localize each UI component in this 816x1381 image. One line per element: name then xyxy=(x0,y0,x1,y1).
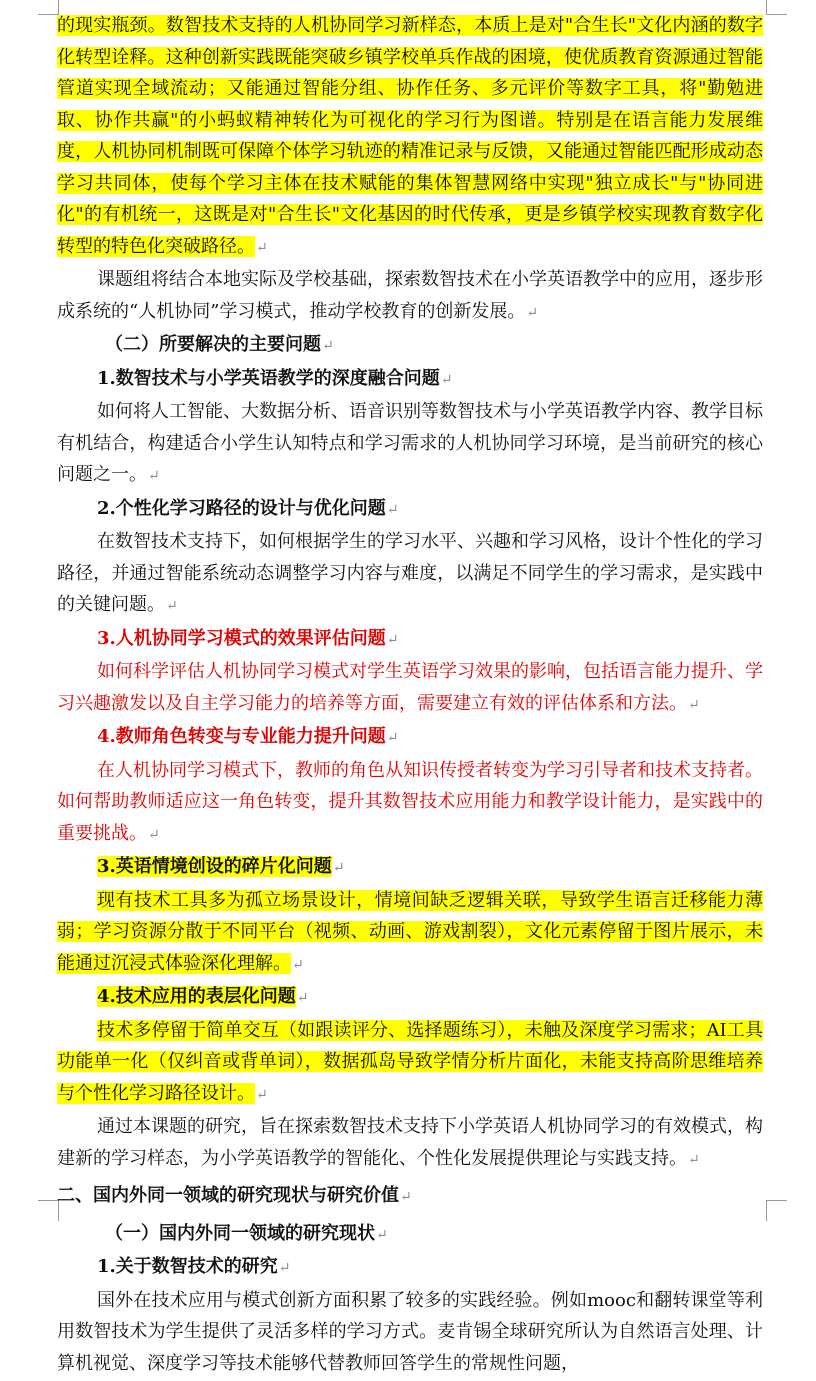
body-paragraph xyxy=(57,885,763,982)
paragraph-text: 在数智技术支持下，如何根据学生的学习水平、兴趣和学习风格，设计个性化的学习路径，并通过智能系统动态调整学习内容与难度，以满足不同学生的学习需求，是实践中的关键问题。 xyxy=(57,531,763,615)
subsection-heading xyxy=(57,329,763,363)
document-page xyxy=(57,10,763,1381)
page-corner-mark xyxy=(766,0,787,15)
paragraph-mark-icon: ↵ xyxy=(400,1189,412,1205)
body-paragraph xyxy=(57,1285,763,1381)
paragraph-text: 国外在技术应用与模式创新方面积累了较多的实践经验。例如mooc和翻转课堂等利用数智技术为学生提供了灵活多样的学习方式。麦肯锡全球研究所认为自然语言处理、计算机视觉、深度学习等技术能够代替教师回答学生的常规性问题， xyxy=(57,1290,763,1374)
paragraph-mark-icon: ↵ xyxy=(333,860,345,876)
heading-text: 2.个性化学习路径的设计与优化问题 xyxy=(97,498,386,519)
body-paragraph xyxy=(57,396,763,493)
heading-text: 1.关于数智技术的研究 xyxy=(97,1256,278,1277)
heading-text: 1.数智技术与小学英语教学的深度融合问题 xyxy=(97,368,440,389)
subsection-heading xyxy=(57,1218,763,1252)
paragraph-mark-icon: ↵ xyxy=(387,730,399,746)
paragraph-mark-icon: ↵ xyxy=(297,990,309,1006)
paragraph-mark-icon: ↵ xyxy=(292,957,304,973)
item-heading xyxy=(57,851,763,885)
paragraph-text: 在人机协同学习模式下，教师的角色从知识传授者转变为学习引导者和技术支持者。如何帮助教师适应这一角色转变，提升其数智技术应用能力和教学设计能力，是实践中的重要挑战。 xyxy=(57,760,763,844)
paragraph-mark-icon: ↵ xyxy=(166,598,178,614)
heading-text: （一）国内外同一领域的研究现状 xyxy=(105,1223,375,1244)
paragraph-text: 通过本课题的研究，旨在探索数智技术支持下小学英语人机协同学习的有效模式，构建新的学习样态，为小学英语教学的智能化、个性化发展提供理论与实践支持。 xyxy=(57,1116,763,1169)
paragraph-mark-icon: ↵ xyxy=(387,632,399,648)
paragraph-text: 如何将人工智能、大数据分析、语音识别等数智技术与小学英语教学内容、教学目标有机结合，构建适合小学生认知特点和学习需求的人机协同学习环境，是当前研究的核心问题之一。 xyxy=(57,401,763,485)
heading-text: 二、国内外同一领域的研究现状与研究价值 xyxy=(57,1185,399,1206)
paragraph-mark-icon: ↵ xyxy=(279,1260,291,1276)
paragraph-mark-icon: ↵ xyxy=(256,1087,268,1103)
item-heading xyxy=(57,363,763,397)
highlighted-text: 3.英语情境创设的碎片化问题 xyxy=(97,856,332,877)
heading-text: （二）所要解决的主要问题 xyxy=(105,334,321,355)
paragraph-mark-icon: ↵ xyxy=(256,240,268,256)
paragraph-text: 如何科学评估人机协同学习模式对学生英语学习效果的影响，包括语言能力提升、学习兴趣激发以及自主学习能力的培养等方面，需要建立有效的评估体系和方法。 xyxy=(57,661,763,714)
body-paragraph xyxy=(57,1111,763,1176)
paragraph-mark-icon: ↵ xyxy=(148,468,160,484)
body-paragraph xyxy=(57,755,763,852)
body-paragraph xyxy=(57,1015,763,1112)
heading-text: 4.教师角色转变与专业能力提升问题 xyxy=(97,726,386,747)
item-heading xyxy=(57,493,763,527)
paragraph-mark-icon: ↵ xyxy=(148,827,160,843)
paragraph-mark-icon: ↵ xyxy=(688,1152,700,1168)
highlighted-text: 4.技术应用的表层化问题 xyxy=(97,986,296,1007)
highlighted-text: 的现实瓶颈。数智技术支持的人机协同学习新样态，本质上是对"合生长"文化内涵的数字化转型诠释。这种创新实践既能突破乡镇学校单兵作战的困境，使优质教育资源通过智能管道实现全域流动；又能通过智能分组、协作任务、多元评价等数字工具，将"勤勉进取、协作共赢"的小蚂蚁精神转化为可视化的学习行为图谱。特别是在语言能力发展维度，人机协同机制既可保障个体学习轨迹的精准记录与反馈，又能通过智能匹配形成动态学习共同体，使每个学习主体在技术赋能的集体智慧网络中实现"独立成长"与"协同进化"的有机统一，这既是对"合生长"文化基因的时代传承，更是乡镇学校实现教育数字化转型的特色化突破路径。 xyxy=(57,15,763,257)
page-corner-mark xyxy=(38,1200,59,1221)
paragraph-mark-icon: ↵ xyxy=(376,1227,388,1243)
paragraph-mark-icon: ↵ xyxy=(441,372,453,388)
body-paragraph xyxy=(57,10,763,264)
paragraph-mark-icon: ↵ xyxy=(688,697,700,713)
item-heading xyxy=(57,981,763,1015)
paragraph-mark-icon: ↵ xyxy=(526,305,538,321)
item-heading xyxy=(57,623,763,657)
heading-text: 3.人机协同学习模式的效果评估问题 xyxy=(97,628,386,649)
item-heading xyxy=(57,1251,763,1285)
paragraph-text: 课题组将结合本地实际及学校基础，探索数智技术在小学英语教学中的应用，逐步形成系统的“人机协同”学习模式，推动学校教育的创新发展。 xyxy=(57,269,763,322)
body-paragraph xyxy=(57,656,763,721)
section-heading xyxy=(57,1180,763,1214)
page-corner-mark xyxy=(38,0,59,15)
paragraph-mark-icon: ↵ xyxy=(387,502,399,518)
highlighted-text: 现有技术工具多为孤立场景设计，情境间缺乏逻辑关联，导致学生语言迁移能力薄弱；学习资源分散于不同平台（视频、动画、游戏割裂），文化元素停留于图片展示，未能通过沉浸式体验深化理解。 xyxy=(57,890,763,974)
page-corner-mark xyxy=(766,1200,787,1221)
paragraph-mark-icon: ↵ xyxy=(322,338,334,354)
body-paragraph xyxy=(57,264,763,329)
item-heading xyxy=(57,721,763,755)
highlighted-text: 技术多停留于简单交互（如跟读评分、选择题练习），未触及深度学习需求；AI工具功能单一化（仅纠音或背单词），数据孤岛导致学情分析片面化，未能支持高阶思维培养与个性化学习路径设计。 xyxy=(57,1020,763,1104)
body-paragraph xyxy=(57,526,763,623)
